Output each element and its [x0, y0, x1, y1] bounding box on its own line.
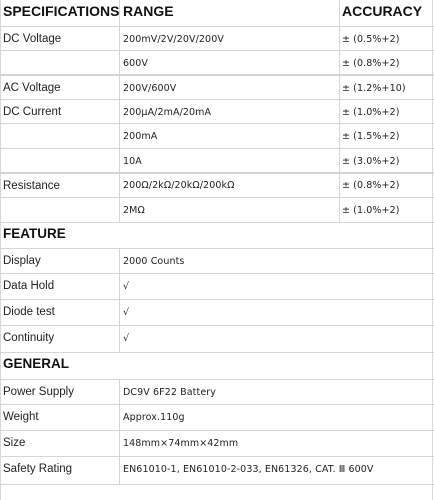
- range-value: 200Ω/2kΩ/20kΩ/200kΩ: [120, 173, 340, 197]
- spec-label: Resistance: [1, 174, 120, 222]
- accuracy-value: ± (3.0%+2): [342, 156, 400, 167]
- range-value: 200μA/2mA/20mA: [120, 100, 340, 123]
- table-row: [1, 457, 434, 485]
- section-title: GENERAL: [3, 356, 70, 371]
- table-row: [1, 173, 434, 198]
- table-row: [1, 51, 434, 75]
- accuracy-value: ± (1.5%+2): [342, 131, 400, 142]
- accuracy-value: ± (0.8%+2): [342, 180, 400, 191]
- general-label: Power Supply: [1, 380, 120, 404]
- checkmark-value: √: [123, 307, 130, 318]
- general-label: Weight: [1, 405, 120, 430]
- table-row: [1, 380, 434, 405]
- spec-label: DC Current: [1, 100, 120, 172]
- section-header-general: [1, 353, 434, 380]
- accuracy-value: ± (1.0%+2): [342, 107, 400, 118]
- general-value: EN61010-1, EN61010-2-033, EN61326, CAT. Ⅲ 600V: [123, 464, 374, 475]
- general-label: Size: [1, 431, 120, 456]
- feature-label: Display: [1, 249, 120, 273]
- feature-label: Data Hold: [1, 274, 120, 299]
- range-value: 10A: [120, 149, 340, 173]
- table-header-row: [1, 0, 434, 27]
- range-value: 200mA: [120, 124, 340, 148]
- header-specifications: SPECIFICATIONS: [1, 0, 120, 26]
- feature-label: Diode test: [1, 300, 120, 325]
- accuracy-value: ± (1.0%+2): [342, 205, 400, 216]
- section-title: FEATURE: [3, 226, 66, 241]
- table-row: [1, 274, 434, 300]
- spec-label: AC Voltage: [1, 76, 120, 99]
- checkmark-value: √: [123, 333, 130, 344]
- general-label: Safety Rating: [1, 457, 120, 484]
- table-row: [1, 124, 434, 149]
- accuracy-value: ± (0.8%+2): [342, 58, 400, 69]
- checkmark-value: √: [123, 281, 130, 292]
- accuracy-value: ± (0.5%+2): [342, 34, 400, 45]
- general-value: Approx.110g: [123, 412, 185, 423]
- table-row: [1, 300, 434, 326]
- feature-label: Continuity: [1, 326, 120, 352]
- accuracy-value: ± (1.2%+10): [342, 83, 406, 94]
- table-row: [1, 75, 434, 100]
- range-value: 200V/600V: [120, 76, 340, 99]
- range-value: 2MΩ: [120, 198, 340, 222]
- table-row: [1, 100, 434, 124]
- feature-value: 2000 Counts: [123, 256, 185, 267]
- spec-label: DC Voltage: [1, 27, 120, 74]
- general-value: 148mm×74mm×42mm: [123, 438, 239, 449]
- table-row: [1, 149, 434, 173]
- table-row: [1, 326, 434, 353]
- header-accuracy: ACCURACY: [342, 3, 423, 19]
- table-row: [1, 27, 434, 51]
- table-row: [1, 405, 434, 431]
- range-value: 600V: [120, 51, 340, 75]
- header-range: RANGE: [120, 0, 340, 26]
- table-row: [1, 249, 434, 274]
- general-value: DC9V 6F22 Battery: [123, 387, 216, 398]
- section-header-feature: [1, 223, 434, 249]
- table-row: [1, 198, 434, 223]
- range-value: 200mV/2V/20V/200V: [120, 27, 340, 50]
- table-row: [1, 431, 434, 457]
